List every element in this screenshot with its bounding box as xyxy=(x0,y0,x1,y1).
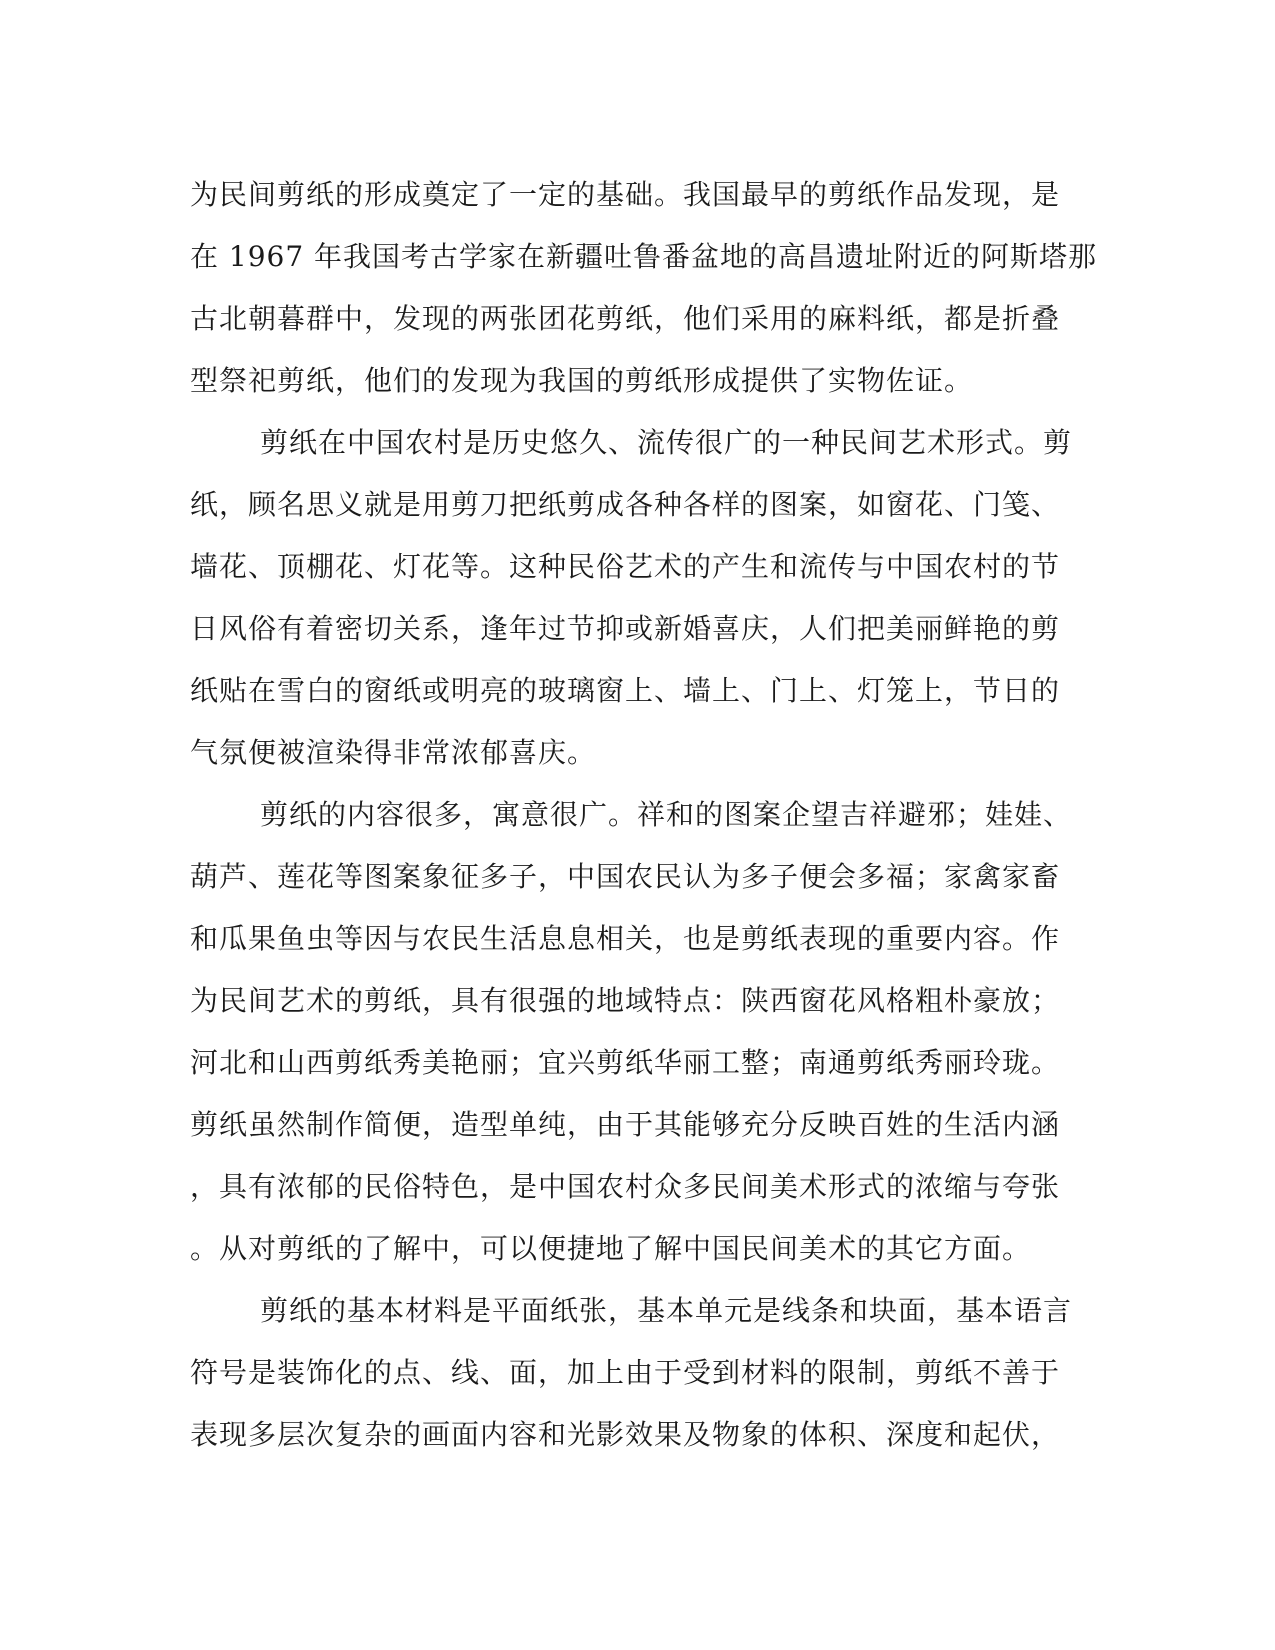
text-line: 表现多层次复杂的画面内容和光影效果及物象的体积、深度和起伏， xyxy=(190,1418,1061,1451)
text-line: 符号是装饰化的点、线、面，加上由于受到材料的限制，剪纸不善于 xyxy=(190,1356,1061,1389)
paragraph-3 xyxy=(190,784,1073,1280)
text-line: 气氛便被渲染得非常浓郁喜庆。 xyxy=(190,736,597,769)
text-line: 剪纸的内容很多，寓意很广。祥和的图案企望吉祥避邪；娃娃、 xyxy=(260,798,1073,831)
text-line: 葫芦、莲花等图案象征多子，中国农民认为多子便会多福；家禽家畜 xyxy=(190,860,1061,893)
text-line: 纸贴在雪白的窗纸或明亮的玻璃窗上、墙上、门上、灯笼上，节日的 xyxy=(190,674,1061,707)
paragraph-4 xyxy=(190,1280,1073,1466)
text-line: 纸，顾名思义就是用剪刀把纸剪成各种各样的图案，如窗花、门笺、 xyxy=(190,488,1061,521)
text-line: 。从对剪纸的了解中，可以便捷地了解中国民间美术的其它方面。 xyxy=(190,1232,1032,1265)
text-line: 日风俗有着密切关系，逢年过节抑或新婚喜庆，人们把美丽鲜艳的剪 xyxy=(190,612,1061,645)
text-line: 为民间剪纸的形成奠定了一定的基础。我国最早的剪纸作品发现，是 xyxy=(190,178,1061,211)
text-line: 剪纸的基本材料是平面纸张，基本单元是线条和块面，基本语言 xyxy=(260,1294,1073,1327)
text-line: ，具有浓郁的民俗特色，是中国农村众多民间美术形式的浓缩与夸张 xyxy=(190,1170,1061,1203)
paragraph-1 xyxy=(190,164,1098,412)
text-line: 剪纸在中国农村是历史悠久、流传很广的一种民间艺术形式。剪 xyxy=(260,426,1073,459)
text-line: 河北和山西剪纸秀美艳丽；宜兴剪纸华丽工整；南通剪纸秀丽玲珑。 xyxy=(190,1046,1061,1079)
text-line: 墙花、顶棚花、灯花等。这种民俗艺术的产生和流传与中国农村的节 xyxy=(190,550,1061,583)
text-line: 剪纸虽然制作简便，造型单纯，由于其能够充分反映百姓的生活内涵 xyxy=(190,1108,1061,1141)
paragraph-2 xyxy=(190,412,1073,784)
text-line: 和瓜果鱼虫等因与农民生活息息相关，也是剪纸表现的重要内容。作 xyxy=(190,922,1061,955)
text-line: 为民间艺术的剪纸，具有很强的地域特点：陕西窗花风格粗朴豪放； xyxy=(190,984,1061,1017)
document-body xyxy=(190,164,1098,1466)
text-line: 古北朝暮群中，发现的两张团花剪纸，他们采用的麻料纸，都是折叠 xyxy=(190,302,1061,335)
text-line: 型祭祀剪纸，他们的发现为我国的剪纸形成提供了实物佐证。 xyxy=(190,364,974,397)
text-line: 在 1967 年我国考古学家在新疆吐鲁番盆地的高昌遗址附近的阿斯塔那 xyxy=(190,240,1098,273)
